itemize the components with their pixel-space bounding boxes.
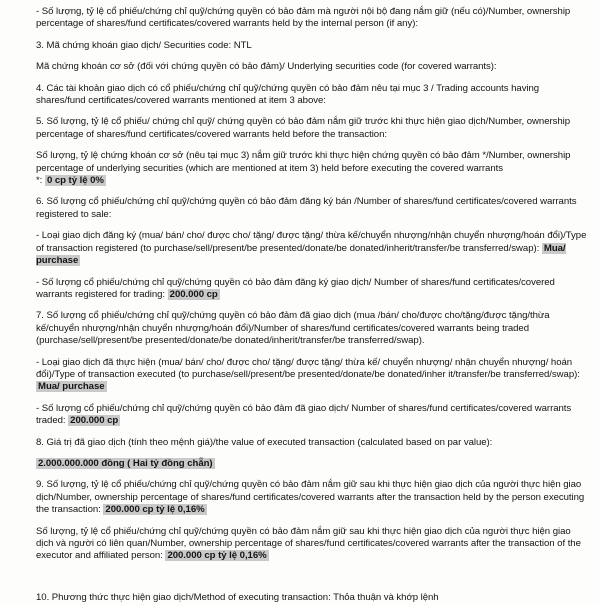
item6-transaction-type bbox=[36, 230, 588, 267]
item7-traded-count bbox=[36, 403, 588, 428]
item9-affiliated-value: 200.000 cp tỷ lệ 0,16% bbox=[167, 550, 267, 562]
item5-underlying-text: Số lượng, tỷ lệ chứng khoán cơ sở (nêu tại mục 3) nắm giữ trước khi thực hiện chứng quyền có bảo đảm */Number, ownership percentage of underlying securities (which are mentioned at item 3) held before executing the covered warrants bbox=[36, 150, 571, 174]
item8-transaction-value: 8. Giá trị đã giao dịch (tính theo mệnh giá)/the value of executed transaction (calculated based on par value): bbox=[36, 436, 493, 448]
item6-count-value: 200.000 cp bbox=[169, 288, 218, 300]
item5-underlying-holdings bbox=[36, 150, 588, 187]
item9-value: 200.000 cp tỷ lệ 0,16% bbox=[105, 504, 205, 516]
item6-type-text: - Loại giao dịch đăng ký (mua/ bán/ cho/ được cho/ tặng/ được tặng/ thừa kế/chuyển nhượng/nhận chuyển nhượng/hoán đổi)/Type of transaction registered (to purchase/sell/present/be presented/donate/be donated/inherit/transfer/be transferred/swap): bbox=[36, 230, 587, 254]
item6-registered-sale: 6. Số lượng cổ phiếu/chứng chỉ quỹ/chứng quyền có bảo đảm đăng ký bán /Number of shares/fund certificates/covered warrants registered to sale: bbox=[36, 196, 577, 220]
item8-value-row bbox=[36, 458, 588, 470]
item9-affiliated-holdings bbox=[36, 526, 588, 563]
item7-transaction-type bbox=[36, 357, 588, 394]
item7-count-value: 200.000 cp bbox=[70, 415, 119, 427]
item5-underlying-value: 0 cp tỷ lệ 0% bbox=[46, 175, 104, 187]
item9-text: 9. Số lượng, tỷ lệ cổ phiếu/chứng chỉ quỹ/chứng quyền có bảo đảm nắm giữ sau khi thực hiện giao dịch của người thực hiện giao dịch/Number, ownership percentage of shares/fund certificates/covered warrants after the transaction held by the person executing the transaction: bbox=[36, 479, 585, 516]
item7-traded: 7. Số lượng cổ phiếu/chứng chỉ quỹ/chứng quyền có bảo đảm đã giao dịch (mua /bán/ cho/được cho/tặng/được tặng/thừa kế/chuyển nhượng/nhận chuyển nhượng/hoán đổi)/Number of shares/fund certificates/covered warrants being traded (purchase/sell/present/be presented/donate/be donated/inherit/transfer/be transferred/swap). bbox=[36, 310, 550, 347]
item3-underlying-code: Mã chứng khoán cơ sở (đối với chứng quyền có bảo đảm)/ Underlying securities code (for covered warrants): bbox=[36, 61, 497, 73]
item6-type-value: Mua/ purchase bbox=[36, 242, 566, 267]
item3-securities-code: 3. Mã chứng khoán giao dịch/ Securities code: NTL bbox=[36, 39, 252, 51]
item7-type-text: - Loại giao dịch đã thực hiện (mua/ bán/ cho/ được cho/ tặng/ được tặng/ thừa kế/ chuyển nhượng/ nhận chuyển nhượng/ hoán đổi)/Type of transaction executed (to purchase/sell/present/be presented/donate/be donated/inher it/transfer/be transferred/swap): bbox=[36, 356, 580, 380]
item4-trading-accounts: 4. Các tài khoản giao dịch có cổ phiếu/chứng chỉ quỹ/chứng quyền có bảo đảm nêu tại mục 3 / Trading accounts having shares/fund certificates/covered warrants mentioned at item 3 above: bbox=[36, 82, 540, 107]
item9-affiliated-text: Số lượng, tỷ lệ cổ phiếu/chứng chỉ quỹ/chứng quyền có bảo đảm nắm giữ sau khi thực hiện giao dịch của người thực hiện giao dịch và người có liên quan/Number, ownership percentage of shares/fund certificates/covered warrants after the transaction of the executor and affiliated person: bbox=[36, 525, 581, 562]
item5-holdings-before: 5. Số lượng, tỷ lệ cổ phiếu/ chứng chỉ quỹ/ chứng quyền có bảo đảm nắm giữ trước khi thực hiện giao dịch/Number, ownership percentage of shares/fund certificates/covered warrants held before the transaction: bbox=[36, 116, 571, 140]
item5-underlying-prefix: *: bbox=[36, 175, 43, 187]
item8-value: 2.000.000.000 đồng ( Hai tỷ đồng chẵn) bbox=[38, 457, 213, 469]
item6-registered-count bbox=[36, 277, 588, 302]
item9-holdings-after bbox=[36, 479, 588, 516]
item6-count-text: - Số lượng cổ phiếu/chứng chỉ quỹ/chứng quyền có bảo đảm đăng ký giao dịch/ Number of shares/fund certificates/covered warrants registered for trading: bbox=[36, 276, 555, 300]
item7-count-text: - Số lượng cổ phiếu/chứng chỉ quỹ/chứng quyền có bảo đảm đã giao dịch/ Number of shares/fund certificates/covered warrants traded: bbox=[36, 402, 572, 427]
item7-type-value: Mua/ purchase bbox=[38, 381, 105, 393]
item2-shares-owned-person: - Số lượng, tỷ lệ cổ phiếu/chứng chỉ quỹ/chứng quyền có bảo đảm mà người nội bộ đang nắm giữ (nếu có)/Number, ownership percentage of shares/fund certificates/covered warrants held by the internal person (if any): bbox=[36, 6, 571, 30]
item10-cut-off: 10. Phương thức thực hiện giao dịch/Method of executing transaction: Thỏa thuận và khớp lệnh bbox=[36, 592, 439, 603]
